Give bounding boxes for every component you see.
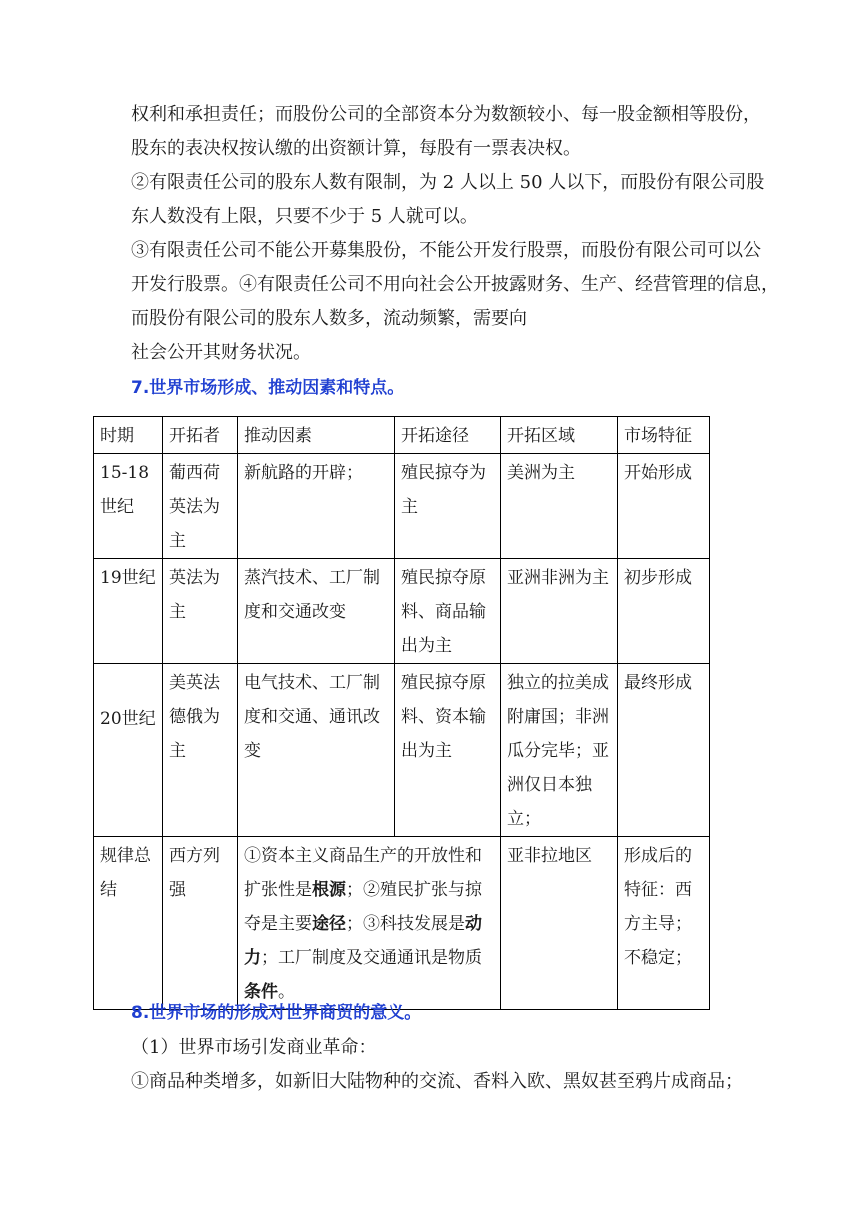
paragraph-line: ②有限责任公司的股东人数有限制，为 2 人以上 50 人以下，而股份有限公司股 [131, 172, 765, 193]
table-cell: 19世纪 [94, 559, 163, 664]
table-header-row [94, 417, 710, 454]
summary-text: 。 [278, 982, 295, 1002]
table-cell: 新航路的开辟； [238, 454, 395, 559]
summary-pioneer-cell: 西方列强 [163, 837, 238, 1010]
table-cell: 电气技术、工厂制度和交通、通讯改变 [238, 664, 395, 837]
summary-text: ；工厂制度及交通通讯是物质 [261, 948, 482, 968]
summary-text: ；③科技发展是 [346, 914, 465, 934]
paragraph-line: ③有限责任公司不能公开募集股份，不能公开发行股票，而股份有限公司可以公 [131, 240, 761, 261]
table-cell: 美洲为主 [501, 454, 618, 559]
table-row [94, 559, 710, 664]
table-cell: 独立的拉美成附庸国；非洲瓜分完毕；亚洲仅日本独立； [501, 664, 618, 837]
table-summary-row [94, 837, 710, 1010]
header-cell: 开拓区域 [501, 417, 618, 454]
header-cell: 时期 [94, 417, 163, 454]
table-cell: 亚洲非洲为主 [501, 559, 618, 664]
header-cell: 开拓者 [163, 417, 238, 454]
paragraph-line: （1）世界市场引发商业革命： [131, 1037, 377, 1058]
table-row [94, 664, 710, 837]
paragraph-line: 社会公开其财务状况。 [131, 342, 311, 363]
table-cell: 英法为主 [163, 559, 238, 664]
summary-period-cell: 规律总结 [94, 837, 163, 1010]
summary-keyword: 根源 [312, 880, 346, 900]
table-cell: 蒸汽技术、工厂制度和交通改变 [238, 559, 395, 664]
table-cell: 殖民掠夺为主 [395, 454, 501, 559]
table-cell: 开始形成 [618, 454, 710, 559]
table-cell: 殖民掠夺原料、商品输出为主 [395, 559, 501, 664]
section-heading-7: 7.世界市场形成、推动因素和特点。 [131, 378, 405, 398]
table-cell: 20世纪 [94, 664, 163, 837]
section-heading-8: 8.世界市场的形成对世界商贸的意义。 [131, 1003, 422, 1023]
summary-feature-cell: 形成后的特征：西方主导；不稳定； [618, 837, 710, 1010]
summary-keyword: 条件 [244, 982, 278, 1002]
summary-text: ①资本主义商品生产的开放性和扩张性是 [244, 846, 482, 900]
paragraph-line: 而股份有限公司的股东人数多，流动频繁，需要向 [131, 308, 527, 329]
table-cell: 美英法德俄为主 [163, 664, 238, 837]
header-cell: 开拓途径 [395, 417, 501, 454]
paragraph-line: 股东的表决权按认缴的出资额计算，每股有一票表决权。 [131, 138, 581, 159]
table-cell: 初步形成 [618, 559, 710, 664]
table-cell: 葡西荷英法为主 [163, 454, 238, 559]
header-cell: 市场特征 [618, 417, 710, 454]
table-cell: 殖民掠夺原料、资本输出为主 [395, 664, 501, 837]
summary-region-cell: 亚非拉地区 [501, 837, 618, 1010]
world-market-table [93, 416, 710, 1010]
paragraph-line: 权利和承担责任；而股份公司的全部资本分为数额较小、每一股金额相等股份， [131, 104, 761, 125]
paragraph-line: ①商品种类增多，如新旧大陆物种的交流、香料入欧、黑奴甚至鸦片成商品； [131, 1071, 743, 1092]
table-cell: 15-18世纪 [94, 454, 163, 559]
summary-keyword: 途径 [312, 914, 346, 934]
summary-keyword: 动力 [244, 914, 482, 968]
paragraph-line: 开发行股票。④有限责任公司不用向社会公开披露财务、生产、经营管理的信息， [131, 274, 779, 295]
summary-factors-cell [238, 837, 501, 1010]
summary-text: ；②殖民扩张与掠夺是主要 [244, 880, 482, 934]
table-cell: 最终形成 [618, 664, 710, 837]
header-cell: 推动因素 [238, 417, 395, 454]
paragraph-line: 东人数没有上限，只要不少于 5 人就可以。 [131, 206, 478, 227]
table-row [94, 454, 710, 559]
